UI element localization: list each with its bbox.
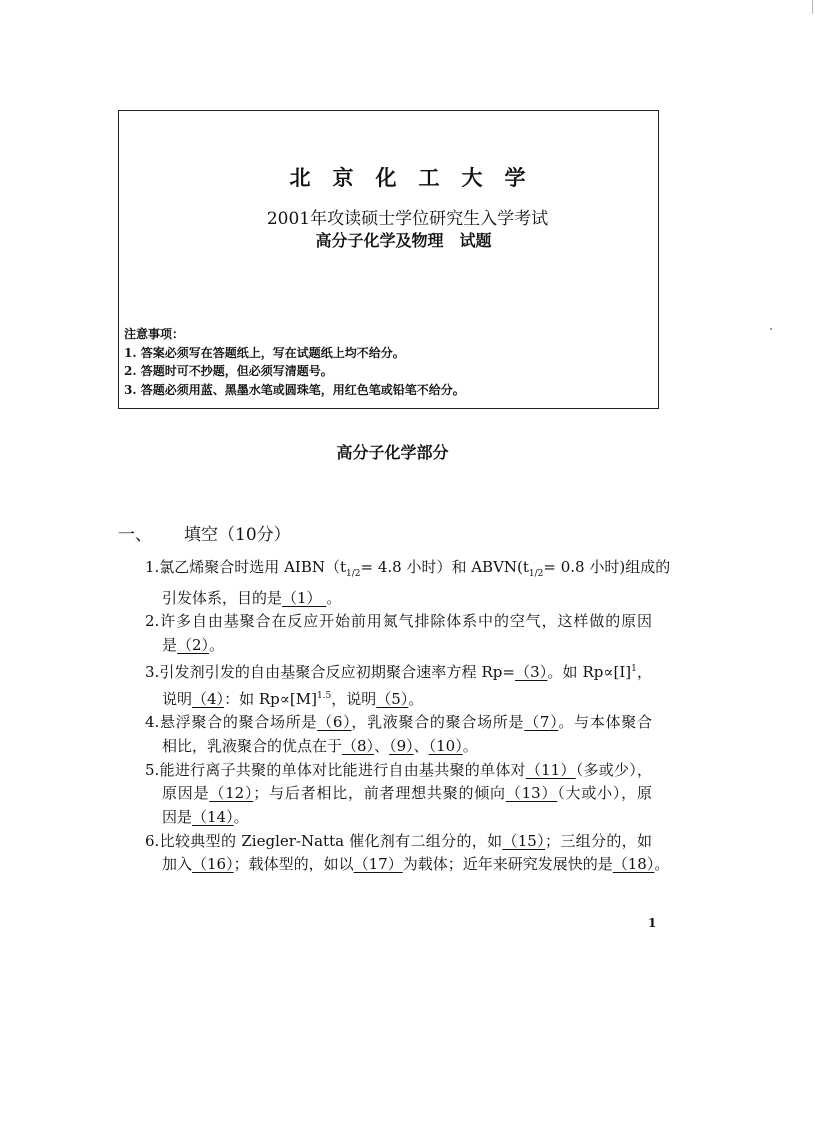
question-text: 1/2: [346, 569, 361, 579]
question-text: 、: [413, 736, 429, 755]
question-text: 6.比较典型的 Ziegler-Natta 催化剂有二组分的，如: [145, 831, 503, 850]
blank-number: （5）: [376, 689, 409, 708]
question-line: [145, 759, 652, 783]
question-text: （大或小），原: [557, 784, 652, 803]
question-text: 是: [162, 636, 178, 655]
blank-number: （3）: [514, 662, 548, 681]
question-line: [145, 711, 652, 735]
question-text: ，: [636, 662, 653, 681]
scan-edge: [812, 0, 813, 14]
question-text: ：如 Rp∝[M]: [224, 689, 317, 708]
section-title: 高分子化学部分: [336, 443, 449, 462]
blank-number: （4）: [192, 689, 225, 708]
blank-number: （1）: [282, 588, 327, 607]
part-title: 填空（10分）: [184, 525, 291, 545]
question-line: [145, 853, 670, 877]
question-text: 1.5: [316, 690, 332, 701]
question-text: 。: [408, 689, 424, 708]
blank-number: （14）: [192, 808, 234, 827]
part-number: 一、: [118, 525, 152, 545]
page-number: 1: [648, 916, 657, 930]
blank-number: （8）: [342, 736, 375, 755]
question-5: [145, 759, 652, 830]
question-text: 1/2: [528, 569, 544, 579]
note-item: 3. 答题必须用蓝、黑墨水笔或圆珠笔，用红色笔或铅笔不给分。: [124, 382, 465, 397]
blank-number: （16）: [192, 855, 234, 874]
question-text: ，乳液聚合的聚合场所是: [351, 713, 525, 732]
question-text: （多或少），: [575, 760, 652, 779]
blank-number: （6）: [317, 713, 352, 732]
question-text: ，说明: [331, 689, 377, 708]
blank-number: （2）: [177, 636, 210, 655]
subject-title: 高分子化学及物理 试题: [315, 231, 492, 250]
question-list: [145, 556, 671, 877]
blank-number: （17）: [353, 855, 403, 874]
question-text: 4.悬浮聚合的聚合场所是: [145, 713, 318, 732]
question-text: 相比，乳液聚合的优点在于: [162, 736, 343, 755]
question-line: [145, 556, 671, 587]
question-text: ；载体型的，如以: [233, 855, 354, 874]
question-text: 。: [209, 636, 225, 655]
question-text: 为载体；近年来研究发展快的是: [402, 855, 613, 874]
blank-number: （13）: [505, 784, 558, 803]
university-name: 北京化工大学: [289, 165, 548, 190]
note-item: 2. 答题时可不抄题，但必须写清题号。: [124, 364, 333, 378]
question-line: [145, 587, 652, 611]
part-heading: [118, 520, 291, 545]
question-line: [145, 658, 652, 685]
question-text: 。: [654, 855, 670, 874]
question-1: [145, 556, 671, 610]
question-line: [145, 782, 652, 806]
question-text: 1: [631, 663, 637, 674]
question-text: 、: [374, 736, 390, 755]
question-text: 引发体系，目的是: [162, 588, 283, 607]
exam-title: 2001年攻读硕士学位研究生入学考试: [266, 209, 549, 229]
question-line: [145, 634, 652, 658]
note-item: 1. 答案必须写在答题纸上，写在试题纸上均不给分。: [124, 345, 405, 360]
question-line: [145, 806, 652, 830]
question-text: ；与后者相比，前者理想共聚的倾向: [253, 784, 506, 803]
question-line: [145, 685, 652, 712]
question-text: 加入: [162, 855, 193, 874]
blank-number: （15）: [502, 831, 546, 850]
question-4: [145, 711, 652, 758]
question-6: [145, 830, 670, 877]
question-text: 。与本体聚合: [558, 713, 652, 732]
question-line: [145, 830, 652, 854]
question-text: 1.氯乙烯聚合时选用 AIBN（t: [145, 558, 347, 576]
question-text: = 4.8 小时）和 ABVN(t: [360, 558, 529, 576]
question-text: 3.引发剂引发的自由基聚合反应初期聚合速率方程 Rp=: [145, 662, 515, 681]
question-text: = 0.8 小时)组成的: [543, 558, 671, 576]
question-line: [145, 610, 652, 634]
question-text: 。: [233, 808, 249, 827]
blank-number: （18）: [612, 855, 655, 874]
question-line: [145, 735, 652, 759]
blank-number: （9）: [389, 736, 414, 755]
question-text: 原因是: [162, 784, 210, 803]
question-text: 。如 Rp∝[I]: [547, 662, 632, 681]
blank-number: （11）: [525, 760, 576, 779]
question-text: 2.许多自由基聚合在反应开始前用氮气排除体系中的空气，这样做的原因: [145, 612, 652, 631]
question-text: ；三组分的，如: [545, 831, 652, 850]
blank-number: （10）: [428, 736, 463, 755]
question-text: 因是: [162, 808, 193, 827]
question-2: [145, 610, 652, 657]
question-text: 5.能进行离子共聚的单体对比能进行自由基共聚的单体对: [145, 760, 526, 779]
notes-title: 注意事项：: [124, 327, 185, 341]
question-text: 说明: [162, 689, 193, 708]
notes-section: [124, 325, 465, 399]
blank-number: （7）: [524, 713, 559, 732]
blank-number: （12）: [209, 784, 254, 803]
question-text: 。: [326, 588, 342, 607]
question-text: 。: [462, 736, 478, 755]
question-3: [145, 658, 652, 711]
scan-speck: [770, 328, 772, 330]
